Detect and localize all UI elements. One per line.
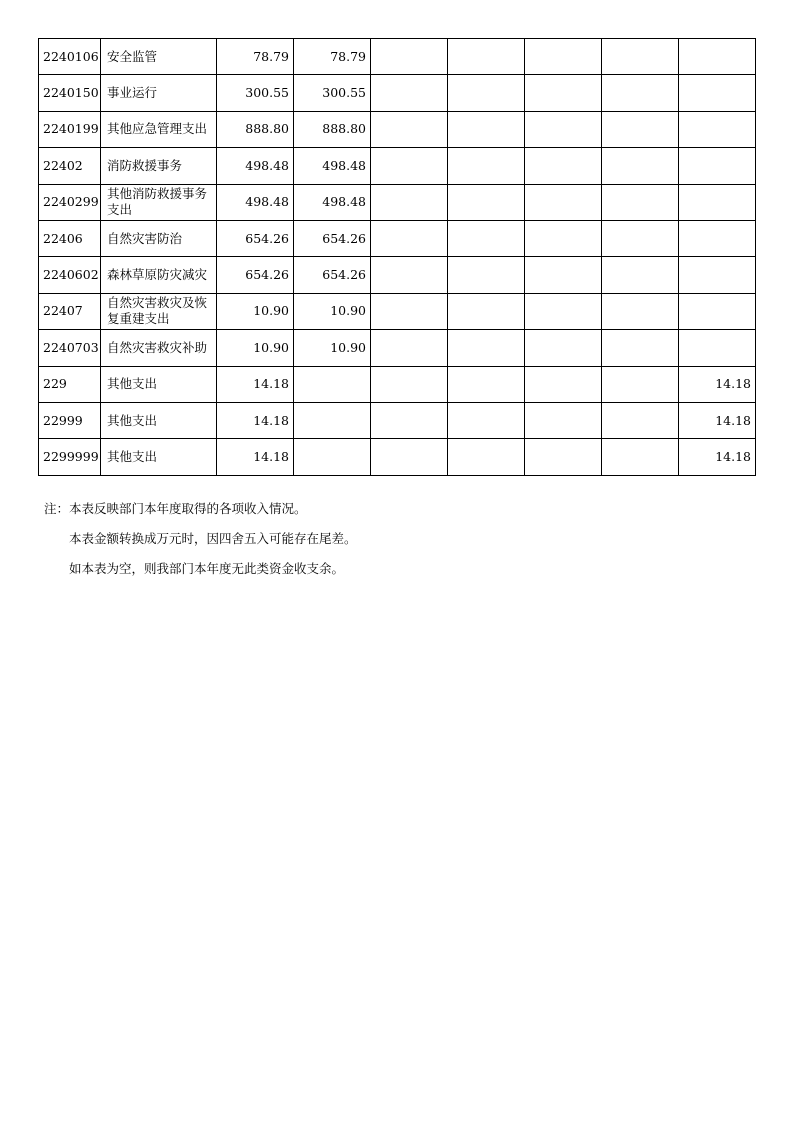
amount-cell-3 [371,39,448,75]
amount-cell-2 [294,402,371,438]
amount-cell-6 [602,366,679,402]
amount-cell-6 [602,184,679,220]
amount-cell-3 [371,220,448,256]
amount-cell-2: 78.79 [294,39,371,75]
amount-cell-6 [602,75,679,111]
amount-cell-7 [679,220,756,256]
amount-cell-2 [294,439,371,475]
subject-name-cell: 事业运行 [101,75,217,111]
subject-code-cell: 2240106 [39,39,101,75]
subject-code-cell: 22999 [39,402,101,438]
amount-cell-4 [448,148,525,184]
subject-name-cell: 其他支出 [101,366,217,402]
amount-cell-4 [448,366,525,402]
note-line-3: 如本表为空，则我部门本年度无此类资金收支余。 [69,561,345,576]
subject-name-cell: 其他支出 [101,439,217,475]
table-row [39,439,756,475]
amount-cell-4 [448,439,525,475]
subject-name-cell: 其他支出 [101,402,217,438]
amount-cell-5 [525,439,602,475]
table-row [39,148,756,184]
amount-cell-1: 14.18 [217,366,294,402]
table-row [39,366,756,402]
amount-cell-6 [602,111,679,147]
amount-cell-7 [679,257,756,293]
amount-cell-2 [294,366,371,402]
table-row [39,402,756,438]
subject-code-cell: 2299999 [39,439,101,475]
subject-code-cell: 22402 [39,148,101,184]
table-row [39,111,756,147]
subject-name-cell: 安全监管 [101,39,217,75]
subject-name-cell: 消防救援事务 [101,148,217,184]
table-row [39,75,756,111]
subject-code-cell: 2240299 [39,184,101,220]
amount-cell-5 [525,75,602,111]
table-row [39,39,756,75]
amount-cell-1: 654.26 [217,220,294,256]
subject-code-cell: 22407 [39,293,101,329]
amount-cell-6 [602,293,679,329]
amount-cell-7: 14.18 [679,366,756,402]
subject-name-cell: 森林草原防灾减灾 [101,257,217,293]
amount-cell-1: 654.26 [217,257,294,293]
amount-cell-3 [371,111,448,147]
amount-cell-2: 654.26 [294,220,371,256]
amount-cell-1: 14.18 [217,439,294,475]
amount-cell-2: 300.55 [294,75,371,111]
amount-cell-5 [525,220,602,256]
subject-code-cell: 2240602 [39,257,101,293]
subject-code-cell: 2240150 [39,75,101,111]
amount-cell-5 [525,39,602,75]
amount-cell-5 [525,293,602,329]
amount-cell-5 [525,257,602,293]
subject-code-cell: 229 [39,366,101,402]
amount-cell-6 [602,257,679,293]
amount-cell-2: 10.90 [294,293,371,329]
note-line-2: 本表金额转换成万元时，因四舍五入可能存在尾差。 [69,531,357,546]
amount-cell-3 [371,293,448,329]
amount-cell-3 [371,148,448,184]
amount-cell-5 [525,366,602,402]
table-row [39,330,756,366]
amount-cell-1: 78.79 [217,39,294,75]
amount-cell-6 [602,39,679,75]
amount-cell-3 [371,75,448,111]
amount-cell-6 [602,439,679,475]
amount-cell-7: 14.18 [679,439,756,475]
amount-cell-6 [602,148,679,184]
amount-cell-2: 654.26 [294,257,371,293]
amount-cell-2: 888.80 [294,111,371,147]
amount-cell-4 [448,39,525,75]
amount-cell-3 [371,366,448,402]
amount-cell-4 [448,220,525,256]
amount-cell-2: 10.90 [294,330,371,366]
amount-cell-6 [602,402,679,438]
amount-cell-3 [371,439,448,475]
amount-cell-4 [448,293,525,329]
amount-cell-7 [679,330,756,366]
amount-cell-1: 498.48 [217,184,294,220]
amount-cell-3 [371,330,448,366]
subject-name-cell: 自然灾害救灾补助 [101,330,217,366]
amount-cell-4 [448,75,525,111]
amount-cell-3 [371,402,448,438]
amount-cell-4 [448,111,525,147]
amount-cell-5 [525,148,602,184]
amount-cell-5 [525,184,602,220]
note-line-1: 注：本表反映部门本年度取得的各项收入情况。 [44,501,307,516]
amount-cell-7 [679,184,756,220]
amount-cell-1: 10.90 [217,330,294,366]
subject-name-cell: 其他应急管理支出 [101,111,217,147]
amount-cell-1: 498.48 [217,148,294,184]
amount-cell-7 [679,75,756,111]
amount-cell-7 [679,148,756,184]
amount-cell-4 [448,330,525,366]
amount-cell-7 [679,293,756,329]
amount-cell-5 [525,402,602,438]
amount-cell-4 [448,402,525,438]
table-body [39,39,756,476]
amount-cell-7 [679,111,756,147]
amount-cell-4 [448,184,525,220]
amount-cell-2: 498.48 [294,148,371,184]
amount-cell-5 [525,111,602,147]
amount-cell-3 [371,184,448,220]
subject-code-cell: 22406 [39,220,101,256]
amount-cell-1: 300.55 [217,75,294,111]
subject-name-cell: 自然灾害救灾及恢复重建支出 [101,293,217,329]
subject-name-cell: 其他消防救援事务支出 [101,184,217,220]
amount-cell-7 [679,39,756,75]
amount-cell-5 [525,330,602,366]
table-row [39,184,756,220]
amount-cell-7: 14.18 [679,402,756,438]
amount-cell-1: 888.80 [217,111,294,147]
amount-cell-6 [602,220,679,256]
subject-name-cell: 自然灾害防治 [101,220,217,256]
amount-cell-6 [602,330,679,366]
amount-cell-1: 10.90 [217,293,294,329]
income-table [38,38,756,476]
amount-cell-4 [448,257,525,293]
amount-cell-2: 498.48 [294,184,371,220]
table-row [39,220,756,256]
subject-code-cell: 2240703 [39,330,101,366]
amount-cell-1: 14.18 [217,402,294,438]
table-row [39,257,756,293]
subject-code-cell: 2240199 [39,111,101,147]
amount-cell-3 [371,257,448,293]
table-row [39,293,756,329]
table-notes [44,501,357,577]
